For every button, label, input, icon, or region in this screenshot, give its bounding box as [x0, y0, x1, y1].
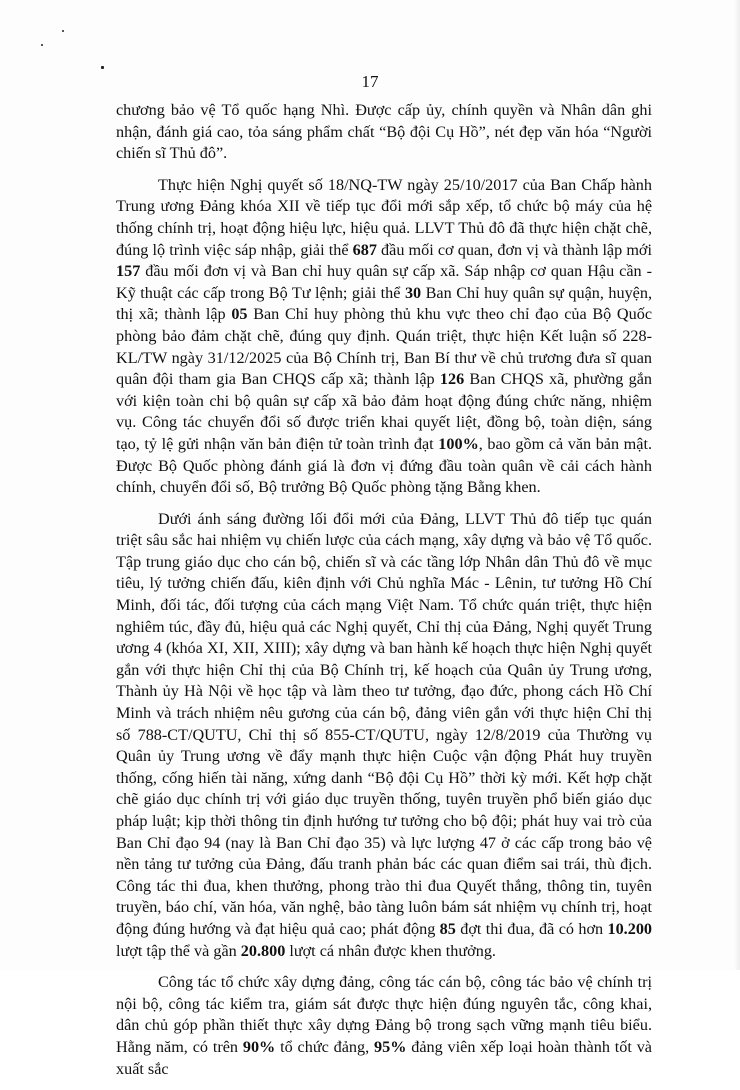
page-number: 17: [361, 72, 379, 91]
text-run: Thực hiện Nghị quyết số 18/NQ-TW ngày 25/10/2017 của Ban Chấp hành Trung ương Đảng khóa XII về tiếp tục đổi mới sắp xếp, tổ chức bộ máy của hệ thống chính trị, hoạt động hiệu lực, hiệu quả. LLVT Thủ đô đã thực hiện chặt chẽ, đúng lộ trình việc sáp nhập, giải thể: [116, 175, 652, 259]
text-run: tổ chức đảng,: [275, 1037, 374, 1056]
bold-figure: 100%: [438, 434, 479, 453]
bold-figure: 05: [231, 305, 248, 324]
text-run: lượt tập thể và gần: [116, 941, 241, 960]
paragraph: [116, 175, 652, 499]
text-run: đợt thi đua, đã có hơn: [455, 919, 608, 938]
bold-figure: 95%: [374, 1037, 407, 1056]
body-text: [116, 100, 652, 1090]
text-run: đảng viên xếp loại hoàn thành tốt và xuất sắc: [116, 1037, 652, 1078]
scan-speck: [101, 66, 104, 69]
text-run: chương bảo vệ Tổ quốc hạng Nhì. Được cấp ủy, chính quyền và Nhân dân ghi nhận, đánh giá cao, tỏa sáng phẩm chất “Bộ đội Cụ Hồ”, nét đẹp văn hóa “Người chiến sĩ Thủ đô”.: [116, 101, 652, 163]
text-run: Ban CHQS xã, phường gắn với kiện toàn chi bộ quân sự cấp xã bảo đảm hoạt động đúng chức năng, nhiệm vụ. Công tác chuyển đổi số được triển khai quyết liệt, đồng bộ, toàn diện, sáng tạo, tỷ lệ gửi nhận văn bản điện tử toàn trình đạt: [116, 370, 652, 453]
paragraph: [116, 100, 652, 165]
text-run: lượt cá nhân được khen thưởng.: [285, 941, 496, 960]
bold-figure: 687: [352, 240, 377, 259]
bold-figure: 85: [439, 919, 456, 938]
scan-speck: [41, 44, 43, 46]
bold-figure: 10.200: [607, 919, 652, 938]
bold-figure: 157: [116, 262, 141, 281]
text-run: Ban Chỉ huy quân sự quận, huyện, thị xã; thành lập: [116, 283, 652, 324]
bold-figure: 30: [404, 283, 422, 302]
bold-figure: 20.800: [240, 941, 286, 960]
text-run: đầu mối cơ quan, đơn vị và thành lập mới: [376, 240, 652, 259]
text-run: Ban Chỉ huy phòng thủ khu vực theo chỉ đạo của Bộ Quốc phòng bảo đảm chặt chẽ, đúng quy định. Quán triệt, thực hiện Kết luận số 228-KL/TW ngày 31/12/2025 của Bộ Chính trị, Ban Bí thư về chủ trương đưa sĩ quan quân đội tham gia Ban CHQS cấp xã; thành lập: [116, 305, 652, 389]
text-run: Dưới ánh sáng đường lối đổi mới của Đảng, LLVT Thủ đô tiếp tục quán triệt sâu sắc hai nhiệm vụ chiến lược của cách mạng, xây dựng và bảo vệ Tổ quốc. Tập trung giáo dục cho cán bộ, chiến sĩ và các tầng lớp Nhân dân Thủ đô về mục tiêu, lý tưởng chiến đấu, kiên định với Chủ nghĩa Mác - Lênin, tư tưởng Hồ Chí Minh, đối tác, đối tượng của cách mạng Việt Nam. Tổ chức quán triệt, thực hiện nghiêm túc, đầy đủ, hiệu quả các Nghị quyết, Chỉ thị của Đảng, Nghị quyết Trung ương 4 (khóa XI, XII, XIII); xây dựng và ban hành kế hoạch thực hiện Nghị quyết gắn với thực hiện Chỉ thị của Bộ Chính trị, kế hoạch của Quân ủy Trung ương, Thành ủy Hà Nội về học tập và làm theo tư tưởng, đạo đức, phong cách Hồ Chí Minh và trách nhiệm nêu gương của cán bộ, đảng viên gắn với thực hiện Chỉ thị số 788-CT/QUTU, Chỉ thị số 855-CT/QUTU, ngày 12/8/2019 của Thường vụ Quân ủy Trung ương về đẩy mạnh thực hiện Cuộc vận động Phát huy truyền thống, cống hiến tài năng, xứng danh “Bộ đội Cụ Hồ” thời kỳ mới. Kết hợp chặt chẽ giáo dục chính trị với giáo dục truyền thống, tuyên truyền phổ biến giáo dục pháp luật; kịp thời thông tin định hướng tư tưởng cho bộ đội; phát huy vai trò của Ban Chỉ đạo 94 (nay là Ban Chỉ đạo 35) và lực lượng 47 ở các cấp trong bảo vệ nền tảng tư tưởng của Đảng, đấu tranh phản bác các quan điểm sai trái, thù địch. Công tác thi đua, khen thưởng, phong trào thi đua Quyết thắng, thông tin, tuyên truyền, báo chí, văn hóa, văn nghệ, bảo tàng luôn bám sát nhiệm vụ chính trị, hoạt động đúng hướng và đạt hiệu quả cao; phát động: [116, 509, 652, 938]
text-run: , bao gồm cả văn bản mật. Được Bộ Quốc phòng đánh giá là đơn vị đứng đầu toàn quân về cải cách hành chính, chuyển đổi số, Bộ trưởng Bộ Quốc phòng tặng Bằng khen.: [116, 434, 653, 497]
text-run: Công tác tổ chức xây dựng đảng, công tác cán bộ, công tác bảo vệ chính trị nội bộ, công tác kiểm tra, giám sát được thực hiện đúng nguyên tắc, công khai, dân chủ góp phần thiết thực xây dựng Đảng bộ trong sạch vững mạnh tiêu biểu. Hằng năm, có trên: [116, 973, 652, 1056]
bold-figure: 126: [439, 370, 465, 389]
bold-figure: 90%: [242, 1037, 276, 1056]
paragraph: [116, 972, 652, 1080]
scan-speck: [62, 30, 64, 32]
paragraph: [116, 509, 652, 962]
page-edge-shadow: [734, 0, 740, 970]
text-run: đầu mối đơn vị và Ban chỉ huy quân sự cấp xã. Sáp nhập cơ quan Hậu cần - Kỹ thuật các cấp trong Bộ Tư lệnh; giải thể: [116, 262, 652, 302]
